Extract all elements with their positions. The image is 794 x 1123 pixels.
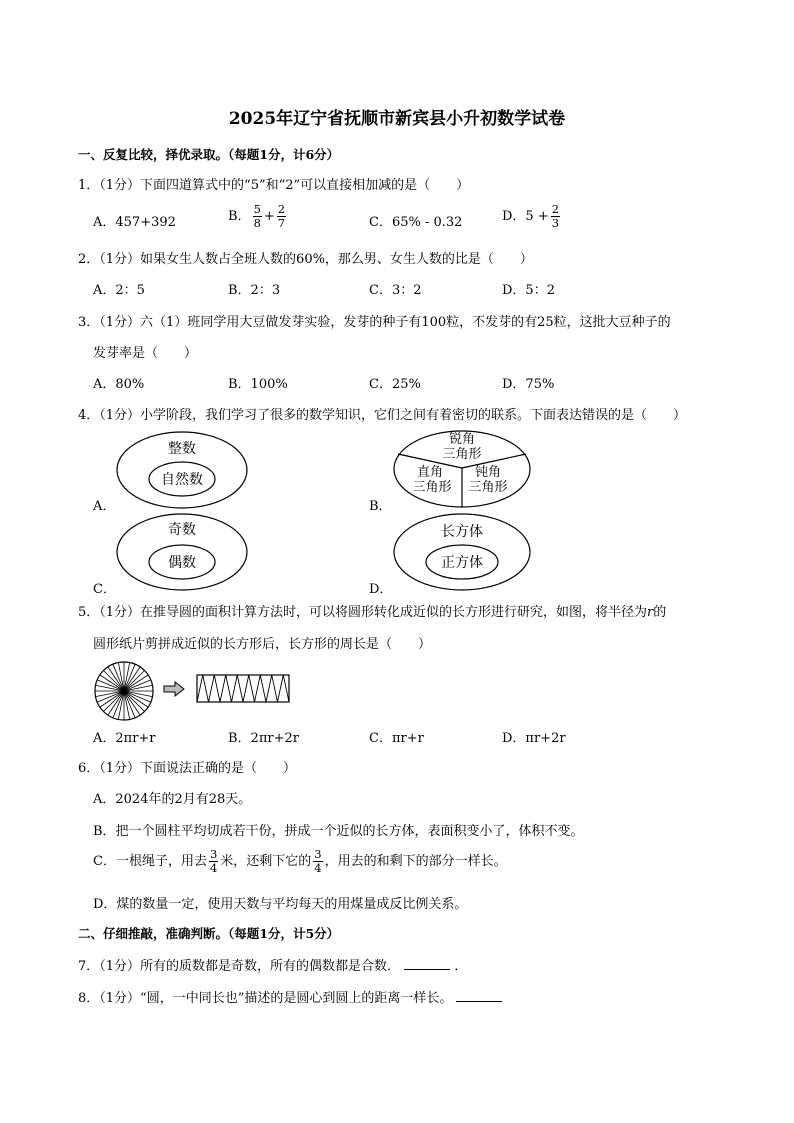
q6-option-c: C．一根绳子，用去 $\frac{3}{4}$ 米，还剩下它的 $\frac{3}{4}$ ，用去的和剩下的部分一样长。 — [93, 847, 507, 875]
q5-option-a: A．2πr+r — [93, 731, 156, 746]
q1-stem: 1．（1分）下面四道算式中的“5”和“2”可以直接相加减的是（ ） — [78, 178, 470, 193]
q1-option-d: D．5 + $\frac{2}{3}$ — [502, 202, 560, 230]
diag-b-left-label-1: 直角 — [416, 465, 444, 480]
section-2-heading: 二、仔细推敲，准确判断。（每题1分，计5分） — [78, 926, 340, 941]
q6-option-d: D．煤的数量一定，使用天数与平均每天的用煤量成反比例关系。 — [93, 897, 468, 912]
q4-stem: 4．（1分）小学阶段，我们学习了很多的数学知识，它们之间有着密切的联系。下面表达错误的是（ ） — [78, 408, 687, 423]
q3-stem-line2: 发芽率是（ ） — [93, 346, 198, 361]
diag-c-inner-label: 偶数 — [168, 555, 196, 571]
q3-option-d: D．75% — [502, 377, 555, 392]
q5-stem-line1: 5．（1分）在推导圆的面积计算方法时，可以将圆形转化成近似的长方形进行研究，如图，将半径为r的 — [78, 605, 667, 620]
q5-option-d: D．πr+2r — [502, 731, 566, 746]
q2-stem: 2．（1分）如果女生人数占全班人数的60%，那么男、女生人数的比是（ ） — [78, 252, 533, 267]
q4-diagram-b — [392, 428, 532, 510]
q2-option-b: B．2：3 — [228, 283, 281, 298]
q5-approx-rectangle-figure — [196, 674, 292, 704]
q1-option-c: C．65% - 0.32 — [369, 215, 463, 230]
q2-option-a: A．2：5 — [93, 283, 145, 298]
right-arrow-icon — [162, 681, 188, 697]
diag-b-top-label-2: 三角形 — [442, 447, 482, 462]
q2-option-d: D．5：2 — [502, 283, 555, 298]
diag-d-inner-label: 正方体 — [441, 555, 483, 571]
q4-option-c-label: C． — [93, 582, 116, 597]
q4-option-a-label: A． — [93, 499, 116, 514]
exam-title: 2025年辽宁省抚顺市新宾县小升初数学试卷 — [228, 109, 566, 129]
q4-option-d-label: D． — [369, 582, 393, 597]
q8-stem: 8．（1分）“圆，一中同长也”描述的是圆心到圆上的距离一样长。 — [78, 987, 502, 1006]
section-1-heading: 一、反复比较，择优录取。（每题1分，计6分） — [78, 147, 340, 162]
q3-option-c: C．25% — [369, 377, 421, 392]
q7-stem: 7．（1分）所有的质数都是奇数，所有的偶数都是合数． ． — [78, 959, 468, 974]
diag-c-outer-label: 奇数 — [168, 522, 196, 538]
q4-option-b-label: B． — [369, 499, 392, 514]
q1-option-a: A．457+392 — [93, 215, 176, 230]
q3-option-a: A．80% — [93, 377, 145, 392]
q1-option-b: B． $\frac{5}{8}$ + $\frac{2}{7}$ — [228, 202, 286, 230]
q8-answer-blank[interactable] — [456, 989, 502, 1002]
q6-stem: 6．（1分）下面说法正确的是（ ） — [78, 761, 297, 776]
diag-d-outer-label: 长方体 — [441, 524, 483, 540]
diag-b-right-label-2: 三角形 — [468, 480, 508, 495]
q4-diagram-d — [392, 512, 532, 592]
diag-b-top-label-1: 锐角 — [448, 432, 476, 447]
diag-b-right-label-1: 钝角 — [474, 465, 502, 480]
q6-option-a: A．2024年的2月有28天。 — [93, 792, 252, 807]
q3-stem-line1: 3．（1分）六（1）班同学用大豆做发芽实验，发芽的种子有100粒，不发芽的有25粒，这批大豆种子的 — [78, 315, 671, 330]
diag-a-inner-label: 自然数 — [161, 472, 203, 488]
q4-diagram-c — [116, 512, 248, 592]
q5-stem-line2: 圆形纸片剪拼成近似的长方形后，长方形的周长是（ ） — [93, 637, 432, 652]
q7-answer-blank[interactable] — [404, 957, 450, 970]
q6-option-b: B．把一个圆柱平均切成若干份，拼成一个近似的长方体，表面积变小了，体积不变。 — [93, 824, 584, 839]
diag-a-outer-label: 整数 — [168, 441, 196, 457]
q3-option-b: B．100% — [228, 377, 288, 392]
q5-option-b: B．2πr+2r — [228, 731, 299, 746]
q4-diagram-a — [116, 430, 248, 510]
q2-option-c: C．3：2 — [369, 283, 422, 298]
diag-b-left-label-2: 三角形 — [412, 480, 452, 495]
q5-option-c: C．πr+r — [369, 731, 424, 746]
q5-circle-sectors-figure — [92, 659, 160, 723]
